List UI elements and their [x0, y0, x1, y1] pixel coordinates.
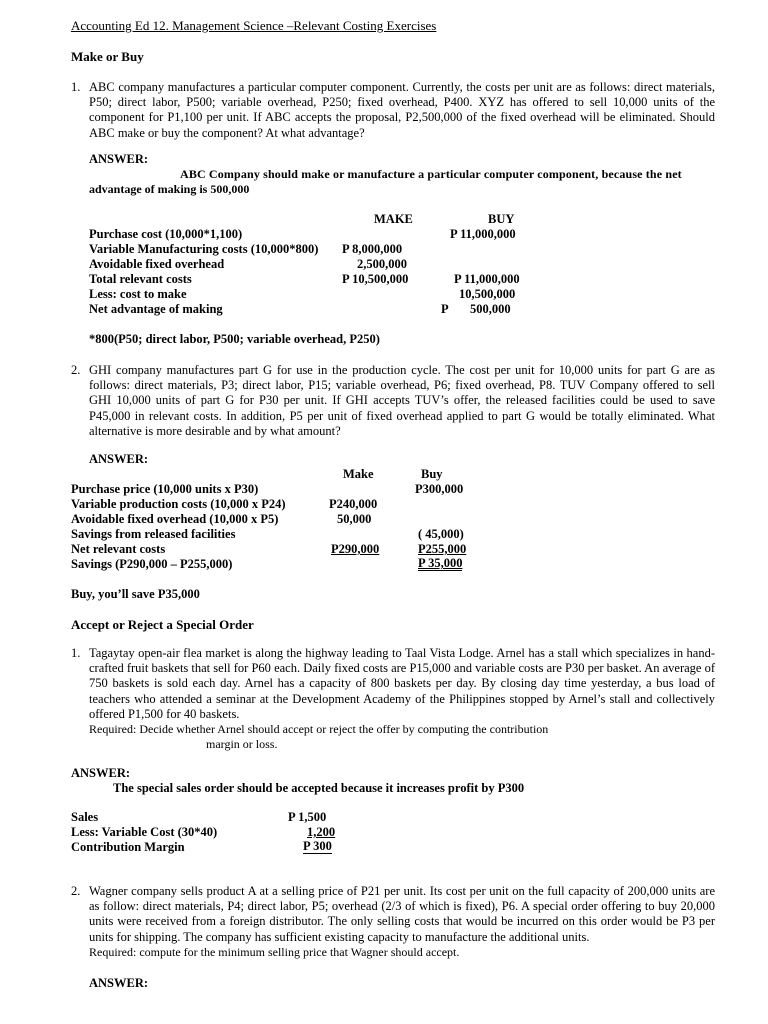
table-cell-make: P240,000 — [329, 497, 378, 511]
table-cell-buy: P 35,000 — [418, 556, 463, 570]
question-text: GHI company manufactures part G for use in the production cycle. The cost per unit for 10,000 units for part G are as follows: direct materials, P3; direct labor, P15; variable overhead, P6; fixed overhead, P8. TUV Company offered to sell GHI 10,000 units of part G for P30 per unit. If GHI accepts TUV’s offer, the released facilities could be used to save P45,000 in relevant costs. In addition, P5 per unit of fixed overhead applied to part G would be totally eliminated. What alternative is more desirable and by what amount? — [89, 363, 715, 438]
table-cell-buy: P255,000 — [418, 542, 467, 556]
required-text: Required: compute for the minimum selling price that Wagner should accept. — [89, 945, 460, 959]
column-header-make: MAKE — [374, 212, 413, 226]
table-cell-make: 2,500,000 — [357, 257, 407, 271]
table-row-label: Less: cost to make — [89, 287, 187, 301]
question-number: 1. — [71, 646, 81, 660]
footnote: *800(P50; direct labor, P500; variable overhead, P250) — [89, 332, 380, 346]
table-row-label: Less: Variable Cost (30*40) — [71, 825, 218, 839]
table-row-label: Variable Manufacturing costs (10,000*800) — [89, 242, 319, 256]
required-text: Required: Decide whether Arnel should accept or reject the offer by computing the contribution — [89, 722, 549, 736]
required-text: margin or loss. — [206, 737, 278, 751]
section-heading-special-order: Accept or Reject a Special Order — [71, 617, 254, 632]
table-cell-make: 50,000 — [337, 512, 372, 526]
question-text: Wagner company sells product A at a selling price of P21 per unit. Its cost per unit on the full capacity of 200,000 units are as follow: direct materials, P4; direct labor, P5; overhead (2/3 of which is fixed), P6. A special order offering to buy 20,000 units were received from a foreign distributor. The only selling costs that would be incurred on this order would be P3 per units for shipping. The company has sufficient existing capacity to manufacture the additional units. — [89, 884, 715, 944]
answer-text: The special sales order should be accepted because it increases profit by P300 — [113, 781, 525, 795]
table-row-label: Net advantage of making — [89, 302, 223, 316]
table-row-label: Total relevant costs — [89, 272, 192, 286]
table-cell-value: P 300 — [303, 839, 332, 853]
column-header-make: Make — [343, 467, 374, 481]
table-cell-buy: 500,000 — [470, 302, 511, 316]
conclusion: Buy, you’ll save P35,000 — [71, 587, 200, 601]
table-row-label: Purchase price (10,000 units x P30) — [71, 482, 259, 496]
table-row-label: Contribution Margin — [71, 840, 185, 854]
question-text: Tagaytay open-air flea market is along the highway leading to Taal Vista Lodge. Arnel has a stall which specializes in hand-crafted fruit baskets that sell for P60 each. Daily fixed costs are P15,000 and variable costs are P30 per basket. An average of 750 baskets is sold each day. Arnel has a capacity of 800 baskets per day. By closing day time yesterday, a bus load of teachers who attended a seminar at the Development Academy of the Philippines stopped by Arnel’s stall and collectively offered P1,500 for 40 baskets. — [89, 646, 715, 721]
answer-text: ABC Company should make or manufacture a particular computer component, because the net — [180, 167, 682, 181]
question-number: 1. — [71, 80, 81, 94]
table-cell-value: 1,200 — [307, 825, 336, 839]
table-cell-buy: P 11,000,000 — [450, 227, 516, 241]
table-cell-buy: P300,000 — [415, 482, 464, 496]
answer-label: ANSWER: — [71, 766, 131, 780]
table-cell-buy-prefix: P — [441, 302, 449, 316]
question-number: 2. — [71, 884, 81, 898]
table-cell-buy: P 11,000,000 — [454, 272, 520, 286]
table-row-label: Sales — [71, 810, 99, 824]
answer-label: ANSWER: — [89, 152, 149, 166]
table-cell-buy: ( 45,000) — [418, 527, 464, 541]
table-cell-make: P 8,000,000 — [342, 242, 403, 256]
column-header-buy: Buy — [421, 467, 443, 481]
answer-text: advantage of making is 500,000 — [89, 182, 250, 196]
table-row-label: Avoidable fixed overhead (10,000 x P5) — [71, 512, 279, 526]
table-row-label: Avoidable fixed overhead — [89, 257, 225, 271]
answer-label: ANSWER: — [89, 976, 149, 990]
table-row-label: Net relevant costs — [71, 542, 166, 556]
table-cell-make: P290,000 — [331, 542, 380, 556]
question-text: ABC company manufactures a particular computer component. Currently, the costs per unit are as follows: direct materials, P50; direct labor, P500; variable overhead, P250; fixed overhead, P400. XYZ has offered to sell 10,000 units of the component for P1,100 per unit. If ABC accepts the proposal, P2,500,000 of the fixed overhead will be eliminated. Should ABC make or buy the component? At what advantage? — [89, 80, 715, 140]
table-row-label: Savings from released facilities — [71, 527, 236, 541]
section-heading-make-or-buy: Make or Buy — [71, 49, 144, 64]
question-number: 2. — [71, 363, 81, 377]
table-cell-value: P 1,500 — [288, 810, 327, 824]
column-header-buy: BUY — [488, 212, 515, 226]
table-cell-make: P 10,500,000 — [342, 272, 409, 286]
table-row-label: Savings (P290,000 – P255,000) — [71, 557, 233, 571]
table-row-label: Variable production costs (10,000 x P24) — [71, 497, 286, 511]
answer-label: ANSWER: — [89, 452, 149, 466]
table-cell-buy: 10,500,000 — [459, 287, 516, 301]
table-row-label: Purchase cost (10,000*1,100) — [89, 227, 243, 241]
document-title: Accounting Ed 12. Management Science –Relevant Costing Exercises — [71, 18, 437, 33]
